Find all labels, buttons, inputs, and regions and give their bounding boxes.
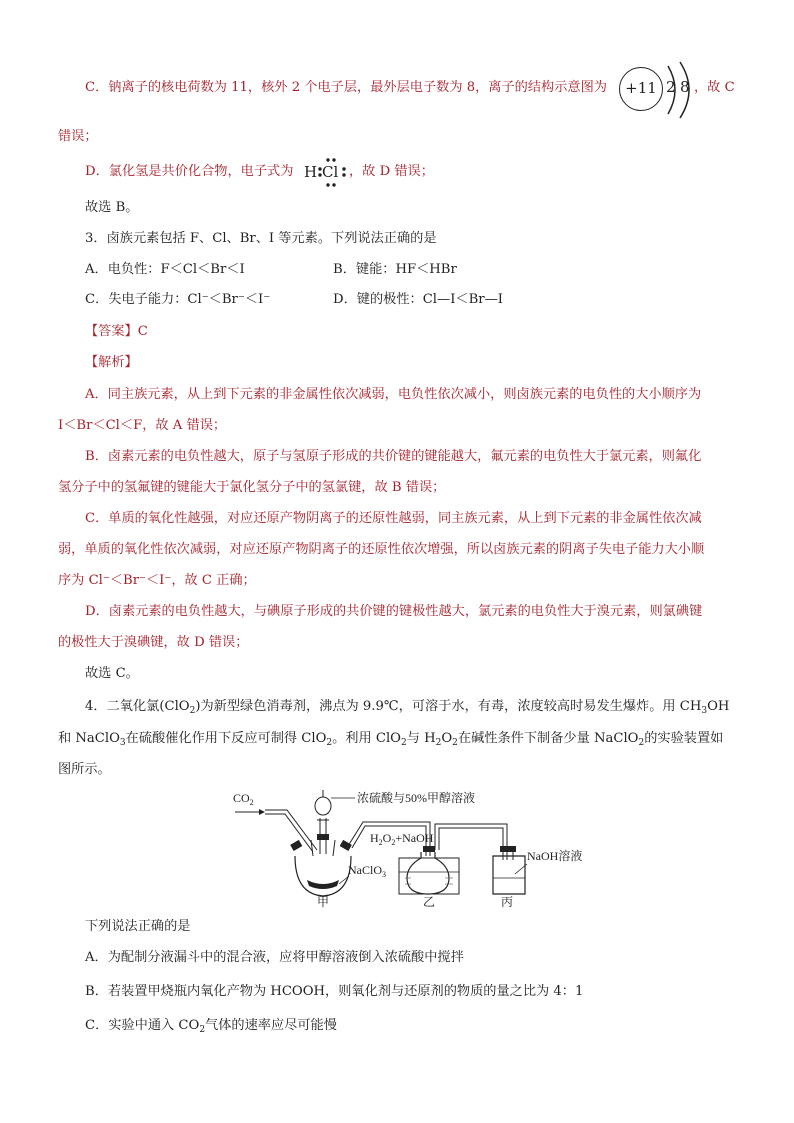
explanation-c-cont: 错误； [58,129,98,144]
analysis-a-line1: A．同主族元素，从上到下元素的非金属性依次减弱，电负性依次减小，则卤族元素的电负性的大小顺序为 [85,387,702,402]
funnel-label: 浓硫酸与50%甲醇溶液 [357,791,475,805]
analysis-d-line2: 的极性大于溴碘键，故 D 错误； [58,635,249,650]
sodium-ion-nucleus [619,67,663,111]
naoh-label: NaOH溶液 [527,849,583,863]
answer-q3: 故选 C。 [85,666,139,681]
hcl-cl-symbol: Cl [322,163,339,181]
q3-option-b: B．键能：HF＜HBr [333,262,457,277]
q3-option-a: A．电负性：F＜Cl＜Br＜I [85,262,245,277]
explanation-c-text: C．钠离子的核电荷数为 11，核外 2 个电子层，最外层电子数为 8，离子的结构示意图为 [85,80,607,95]
hcl-h-symbol: H [304,163,318,181]
label-jia: 甲 [317,895,330,909]
explanation-d-text: D．氯化氢是共价化合物，电子式为 [85,164,294,179]
label-yi: 乙 [423,895,436,909]
q4-option-c: C．实验中通入 $CO_2$气体的速率应尽可能慢 [85,1018,337,1035]
analysis-b-line1: B．卤素元素的电负性越大，原子与氢原子形成的共价键的键能越大，氟元素的电负性大于氯元素，则氟化 [85,449,702,464]
label-bing: 丙 [501,895,514,909]
h2o2-naoh-label: $H_2O_2+NaOH$ [370,831,434,847]
q4-option-b: B．若装置甲烧瓶内氧化产物为 HCOOH，则氧化剂与还原剂的物质的量之比为 4：1 [85,984,584,999]
answer-q2: 故选 B。 [85,200,139,215]
apparatus-figure [225,784,583,909]
analysis-c-line1: C．单质的氧化性越强，对应还原产物阴离子的还原性越弱，同主族元素，从上到下元素的非金属性依次减 [85,511,702,526]
analysis-tag: 【解析】 [85,355,138,370]
explanation-d-tail: ，故 D 错误； [349,164,434,179]
explanation-c-tail: ，故 C [694,80,735,95]
analysis-c-line2: 弱，单质的氧化性依次减弱，对应还原产物阴离子的还原性依次增强，所以卤族元素的阴离子失电子能力大小顺 [58,542,705,557]
q4-option-a: A．为配制分液漏斗中的混合液，应将甲醇溶液倒入浓硫酸中搅拌 [85,950,464,965]
analysis-d-line1: D．卤素元素的电负性越大，与碘原子形成的共价键的键极性越大，氯元素的电负性大于溴元素，则氯碘键 [85,604,703,619]
nucleus-charge: +11 [625,79,657,97]
co2-label: $CO_2$ [233,791,254,807]
naclo3-label: NaClO$_3$ [348,863,386,879]
question-4-line1: 4．二氧化氯(ClO$_2$)为新型绿色消毒剂，沸点为 9.9℃，可溶于水，有毒，浓度较高时易发生爆炸。用 $CH_3OH$ [85,699,730,716]
explanation-c-line [85,78,607,98]
question-4-stem: 下列说法正确的是 [85,919,191,934]
q3-option-d: D．键的极性：Cl—I＜Br—I [333,292,503,307]
answer-tag: 【答案】C [85,324,148,339]
shell-1-count: 2 [666,78,676,96]
q3-option-c: C．失电子能力：Cl⁻＜Br⁻＜I⁻ [85,292,271,307]
analysis-b-line2: 氢分子中的氢氟键的键能大于氯化氢分子中的氢氯键，故 B 错误； [58,480,446,495]
question-3-stem: 3．卤族元素包括 F、Cl、Br、I 等元素。下列说法正确的是 [85,231,437,246]
question-4-line3: 图所示。 [58,762,111,777]
analysis-c-line3: 序为 Cl⁻＜Br⁻＜I⁻，故 C 正确； [58,573,256,588]
shell-2-count: 8 [680,78,690,96]
question-4-line2: 和 NaClO$_3$在硫酸催化作用下反应可制得 ClO$_2$。利用 ClO$_2$与 $H_2O_2$在碱性条件下制备少量 NaClO$_2$的实验装置如 [58,731,724,748]
analysis-a-line2: I＜Br＜Cl＜F，故 A 错误； [58,418,227,433]
